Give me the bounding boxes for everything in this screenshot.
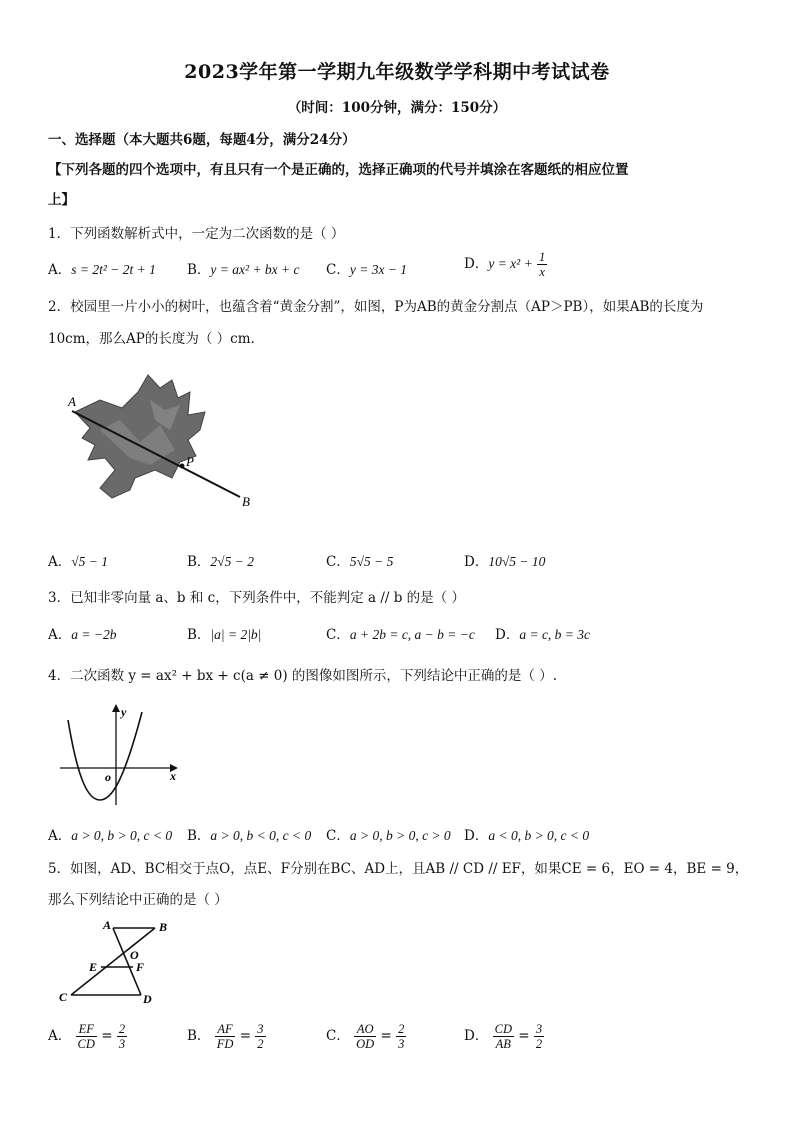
q2-option-d-text: 10√5 − 10 (488, 554, 546, 569)
q2-option-c[interactable] (326, 550, 393, 570)
label-c: C (59, 990, 68, 1004)
q1-option-a-text: s = 2t² − 2t + 1 (71, 262, 156, 277)
q5-b-num: AF (215, 1022, 236, 1037)
q3-option-b-text: |a| = 2|b| (210, 627, 262, 642)
q2-option-c-label: C． (326, 554, 350, 570)
q1-option-c[interactable] (326, 258, 407, 278)
q5-c-num: AO (354, 1022, 376, 1037)
section-instruction-line2: 上】 (48, 192, 75, 208)
q5-option-a-rhs (117, 1022, 127, 1051)
q1-option-b-text: y = ax² + bx + c (210, 262, 300, 277)
q5-a-den: CD (77, 1037, 95, 1051)
q3-option-a-text: a = −2b (71, 627, 117, 642)
q5-option-c-lhs (354, 1022, 376, 1051)
q4-option-d-label: D． (464, 828, 489, 844)
q4-option-c[interactable] (326, 824, 451, 844)
q4-option-a[interactable] (48, 824, 172, 844)
label-p: P (186, 454, 194, 469)
parabola-curve (68, 712, 142, 800)
q5-option-d-rhs (534, 1022, 544, 1051)
q3-option-b-label: B． (187, 627, 211, 643)
q1-option-d[interactable] (464, 250, 547, 279)
q4-option-a-text: a > 0, b > 0, c < 0 (71, 828, 173, 843)
q5-d-den: AB (495, 1037, 511, 1051)
label-a: A (103, 918, 112, 932)
q5-stem-line1: 5．如图，AD、BC相交于点O，点E、F分别在BC、AD上，且AB // CD // EF，如果CE = 6，EO = 4，BE = 9， (48, 861, 749, 877)
q5-option-b[interactable] (187, 1022, 266, 1051)
q5-d-vnum: 3 (535, 1022, 543, 1036)
q2-leaf-figure (60, 370, 260, 515)
q1-option-d-text: y = x² + (488, 256, 533, 271)
q5-a-vnum: 2 (118, 1022, 126, 1036)
q1-option-d-label: D． (464, 256, 489, 272)
q2-option-d[interactable] (464, 550, 545, 570)
q3-option-b[interactable] (187, 623, 261, 643)
q5-option-a[interactable] (48, 1022, 127, 1051)
label-y: y (121, 705, 127, 719)
q4-parabola-figure (58, 700, 183, 810)
q4-option-c-text: a > 0, b > 0, c > 0 (349, 828, 451, 843)
exam-subtitle: （时间：100分钟，满分：150分） (287, 100, 507, 116)
q2-option-b-text: 2√5 − 2 (210, 554, 254, 569)
section-heading: 一、选择题（本大题共6题，每题4分，满分24分） (48, 132, 356, 148)
q5-stem-line2: 那么下列结论中正确的是（ ） (48, 892, 228, 908)
q3-option-a[interactable] (48, 623, 116, 643)
q2-option-b-label: B． (187, 554, 211, 570)
q2-option-d-label: D． (464, 554, 489, 570)
leaf-shape (75, 375, 205, 498)
label-o: o (105, 770, 111, 784)
q3-option-d-text: a = c, b = 3c (519, 627, 591, 642)
q5-d-vden: 2 (535, 1037, 543, 1051)
q3-option-c-label: C． (326, 627, 350, 643)
q5-option-b-label: B． (187, 1028, 211, 1044)
label-b: B (159, 920, 168, 934)
q2-option-c-text: 5√5 − 5 (349, 554, 394, 569)
q5-a-vden: 3 (118, 1037, 126, 1051)
q3-option-c[interactable] (326, 623, 475, 643)
label-a: A (68, 394, 76, 409)
q4-option-d[interactable] (464, 824, 589, 844)
label-e: E (89, 960, 98, 974)
q5-option-d[interactable] (464, 1022, 544, 1051)
label-x: x (170, 769, 176, 783)
section-instruction-line1: 【下列各题的四个选项中，有且只有一个是正确的，选择正确项的代号并填涂在客题纸的相应位置 (48, 162, 629, 178)
q5-option-d-label: D． (464, 1028, 489, 1044)
q5-d-num: CD (494, 1022, 512, 1036)
q5-c-vden: 3 (398, 1037, 405, 1051)
q2-option-a-text: √5 − 1 (71, 554, 109, 569)
q5-option-b-eq: = (239, 1028, 251, 1044)
q5-option-a-label: A． (48, 1028, 72, 1044)
q3-option-d-label: D． (495, 627, 520, 643)
q1-option-c-label: C． (326, 262, 350, 278)
q5-a-num: EF (76, 1022, 97, 1037)
q4-option-d-text: a < 0, b > 0, c < 0 (488, 828, 590, 843)
q5-option-c-rhs (396, 1022, 406, 1051)
q1-stem: 1．下列函数解析式中，一定为二次函数的是（ ） (48, 226, 345, 242)
q5-c-vnum: 2 (398, 1022, 405, 1036)
label-f: F (136, 960, 145, 974)
q5-option-a-eq: = (101, 1028, 113, 1044)
q1-option-d-num: 1 (539, 250, 546, 264)
q4-option-b-text: a > 0, b < 0, c < 0 (210, 828, 312, 843)
point-p (180, 464, 185, 469)
label-d: D (143, 992, 152, 1006)
q5-option-d-eq: = (518, 1028, 530, 1044)
q5-b-den: FD (216, 1037, 234, 1051)
q3-option-c-text: a + 2b = c, a − b = −c (349, 627, 475, 642)
q5-option-b-rhs (255, 1022, 265, 1051)
q5-option-c-label: C． (326, 1028, 350, 1044)
q1-option-a[interactable] (48, 258, 156, 278)
q4-option-a-label: A． (48, 828, 72, 844)
q5-option-d-lhs (493, 1022, 514, 1051)
exam-title: 2023学年第一学期九年级数学学科期中考试试卷 (184, 61, 610, 83)
q5-b-vden: 2 (257, 1037, 264, 1051)
q2-stem-line1: 2．校园里一片小小的树叶，也蕴含着“黄金分割”，如图，P为AB的黄金分割点（AP＞PB），如果AB的长度为 (48, 299, 704, 315)
label-o: O (130, 948, 139, 962)
q5-geometry-figure (55, 915, 185, 1010)
q4-stem: 4．二次函数 y = ax² + bx + c(a ≠ 0) 的图像如图所示，下列结论中正确的是（ ）. (48, 668, 558, 684)
q1-option-a-label: A． (48, 262, 72, 278)
q5-b-vnum: 3 (257, 1022, 264, 1036)
q2-stem-line2: 10cm，那么AP的长度为（ ）cm. (48, 331, 255, 347)
q5-option-a-lhs (76, 1022, 97, 1051)
q2-option-a[interactable] (48, 550, 108, 570)
q5-option-c-eq: = (380, 1028, 392, 1044)
q1-option-d-fraction (537, 250, 547, 279)
q1-option-b[interactable] (187, 258, 300, 278)
q1-option-d-den: x (539, 265, 545, 279)
q3-stem: 3．已知非零向量 a、b 和 c，下列条件中，不能判定 a // b 的是（ ） (48, 590, 465, 606)
q3-option-a-label: A． (48, 627, 72, 643)
q2-option-a-label: A． (48, 554, 72, 570)
q5-option-b-lhs (215, 1022, 236, 1051)
q1-option-c-text: y = 3x − 1 (349, 262, 408, 277)
q4-option-c-label: C． (326, 828, 350, 844)
q5-c-den: OD (356, 1037, 375, 1051)
q2-option-b[interactable] (187, 550, 254, 570)
q4-option-b[interactable] (187, 824, 311, 844)
label-b: B (242, 494, 250, 509)
q3-option-d[interactable] (495, 623, 590, 643)
q4-option-b-label: B． (187, 828, 211, 844)
q1-option-b-label: B． (187, 262, 211, 278)
q5-option-c[interactable] (326, 1022, 406, 1051)
